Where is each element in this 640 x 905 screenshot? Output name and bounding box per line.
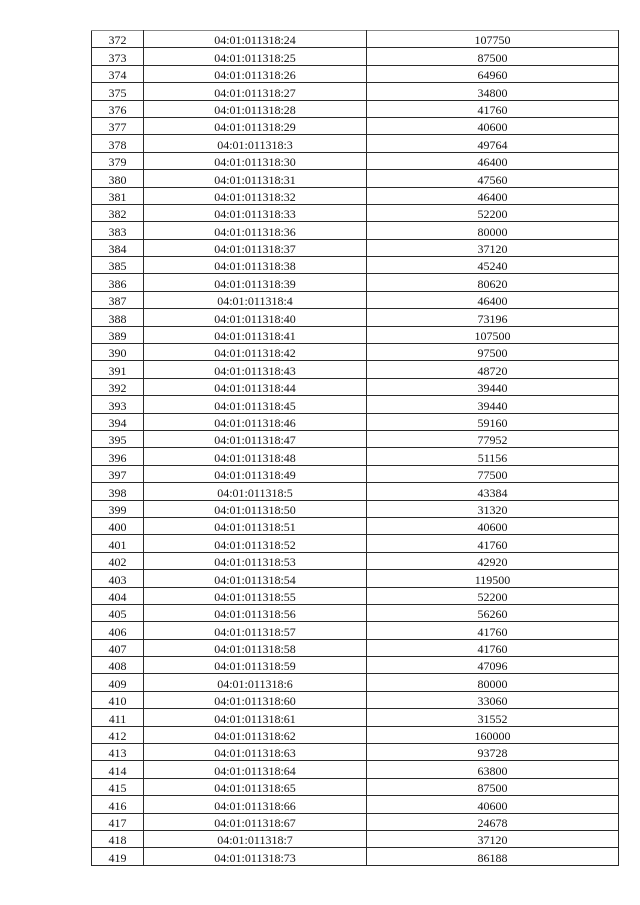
value-cell: 87500: [367, 48, 619, 65]
row-number-cell: 408: [92, 657, 144, 674]
row-number-cell: 411: [92, 709, 144, 726]
cadastral-number-cell: 04:01:011318:55: [144, 587, 367, 604]
table-row: [92, 639, 619, 656]
row-number-cell: 390: [92, 344, 144, 361]
cadastral-number-cell: 04:01:011318:61: [144, 709, 367, 726]
cadastral-number-cell: 04:01:011318:38: [144, 257, 367, 274]
cadastral-number-cell: 04:01:011318:43: [144, 361, 367, 378]
value-cell: 41760: [367, 100, 619, 117]
table-row: [92, 483, 619, 500]
value-cell: 41760: [367, 639, 619, 656]
table-row: [92, 570, 619, 587]
row-number-cell: 389: [92, 326, 144, 343]
cadastral-number-cell: 04:01:011318:25: [144, 48, 367, 65]
value-cell: 31552: [367, 709, 619, 726]
value-cell: 73196: [367, 309, 619, 326]
row-number-cell: 380: [92, 170, 144, 187]
row-number-cell: 412: [92, 726, 144, 743]
cadastral-number-cell: 04:01:011318:63: [144, 744, 367, 761]
row-number-cell: 381: [92, 187, 144, 204]
table-row: [92, 848, 619, 865]
cadastral-number-cell: 04:01:011318:37: [144, 239, 367, 256]
row-number-cell: 400: [92, 517, 144, 534]
cadastral-number-cell: 04:01:011318:59: [144, 657, 367, 674]
row-number-cell: 415: [92, 778, 144, 795]
cadastral-number-cell: 04:01:011318:40: [144, 309, 367, 326]
table-row: [92, 587, 619, 604]
table-row: [92, 378, 619, 395]
table-row: [92, 222, 619, 239]
value-cell: 33060: [367, 691, 619, 708]
table-row: [92, 744, 619, 761]
cadastral-number-cell: 04:01:011318:44: [144, 378, 367, 395]
cadastral-number-cell: 04:01:011318:7: [144, 830, 367, 847]
cadastral-number-cell: 04:01:011318:33: [144, 204, 367, 221]
table-row: [92, 830, 619, 847]
table-row: [92, 691, 619, 708]
cadastral-number-cell: 04:01:011318:73: [144, 848, 367, 865]
cadastral-number-cell: 04:01:011318:32: [144, 187, 367, 204]
table-row: [92, 274, 619, 291]
value-cell: 40600: [367, 117, 619, 134]
value-cell: 49764: [367, 135, 619, 152]
value-cell: 80000: [367, 222, 619, 239]
data-table: [91, 30, 619, 866]
table-row: [92, 100, 619, 117]
row-number-cell: 419: [92, 848, 144, 865]
cadastral-number-cell: 04:01:011318:47: [144, 430, 367, 447]
value-cell: 107500: [367, 326, 619, 343]
table-row: [92, 622, 619, 639]
table-row: [92, 326, 619, 343]
value-cell: 87500: [367, 778, 619, 795]
table-row: [92, 291, 619, 308]
row-number-cell: 402: [92, 552, 144, 569]
cadastral-number-cell: 04:01:011318:6: [144, 674, 367, 691]
cadastral-number-cell: 04:01:011318:65: [144, 778, 367, 795]
row-number-cell: 384: [92, 239, 144, 256]
value-cell: 63800: [367, 761, 619, 778]
row-number-cell: 373: [92, 48, 144, 65]
value-cell: 47560: [367, 170, 619, 187]
cadastral-number-cell: 04:01:011318:26: [144, 65, 367, 82]
cadastral-number-cell: 04:01:011318:48: [144, 448, 367, 465]
value-cell: 37120: [367, 239, 619, 256]
value-cell: 51156: [367, 448, 619, 465]
row-number-cell: 399: [92, 500, 144, 517]
cadastral-number-cell: 04:01:011318:54: [144, 570, 367, 587]
row-number-cell: 414: [92, 761, 144, 778]
row-number-cell: 405: [92, 604, 144, 621]
row-number-cell: 387: [92, 291, 144, 308]
value-cell: 80620: [367, 274, 619, 291]
table-row: [92, 204, 619, 221]
table-row: [92, 135, 619, 152]
row-number-cell: 417: [92, 813, 144, 830]
row-number-cell: 392: [92, 378, 144, 395]
cadastral-number-cell: 04:01:011318:50: [144, 500, 367, 517]
cadastral-number-cell: 04:01:011318:49: [144, 465, 367, 482]
value-cell: 34800: [367, 83, 619, 100]
cadastral-number-cell: 04:01:011318:60: [144, 691, 367, 708]
row-number-cell: 394: [92, 413, 144, 430]
value-cell: 24678: [367, 813, 619, 830]
value-cell: 64960: [367, 65, 619, 82]
row-number-cell: 375: [92, 83, 144, 100]
cadastral-number-cell: 04:01:011318:4: [144, 291, 367, 308]
cadastral-number-cell: 04:01:011318:24: [144, 31, 367, 48]
row-number-cell: 374: [92, 65, 144, 82]
value-cell: 40600: [367, 796, 619, 813]
value-cell: 46400: [367, 152, 619, 169]
row-number-cell: 382: [92, 204, 144, 221]
table-row: [92, 761, 619, 778]
value-cell: 47096: [367, 657, 619, 674]
table-row: [92, 657, 619, 674]
table-row: [92, 604, 619, 621]
cadastral-number-cell: 04:01:011318:41: [144, 326, 367, 343]
cadastral-number-cell: 04:01:011318:57: [144, 622, 367, 639]
row-number-cell: 418: [92, 830, 144, 847]
value-cell: 80000: [367, 674, 619, 691]
row-number-cell: 404: [92, 587, 144, 604]
table-row: [92, 465, 619, 482]
table-row: [92, 726, 619, 743]
value-cell: 77500: [367, 465, 619, 482]
value-cell: 52200: [367, 204, 619, 221]
table-row: [92, 239, 619, 256]
cadastral-number-cell: 04:01:011318:39: [144, 274, 367, 291]
row-number-cell: 378: [92, 135, 144, 152]
cadastral-number-cell: 04:01:011318:45: [144, 396, 367, 413]
cadastral-number-cell: 04:01:011318:3: [144, 135, 367, 152]
row-number-cell: 395: [92, 430, 144, 447]
row-number-cell: 372: [92, 31, 144, 48]
value-cell: 41760: [367, 622, 619, 639]
value-cell: 52200: [367, 587, 619, 604]
table-row: [92, 48, 619, 65]
cadastral-number-cell: 04:01:011318:67: [144, 813, 367, 830]
value-cell: 160000: [367, 726, 619, 743]
value-cell: 40600: [367, 517, 619, 534]
table-row: [92, 257, 619, 274]
value-cell: 43384: [367, 483, 619, 500]
cadastral-number-cell: 04:01:011318:5: [144, 483, 367, 500]
row-number-cell: 383: [92, 222, 144, 239]
table-row: [92, 709, 619, 726]
table-row: [92, 778, 619, 795]
value-cell: 86188: [367, 848, 619, 865]
value-cell: 59160: [367, 413, 619, 430]
row-number-cell: 377: [92, 117, 144, 134]
cadastral-number-cell: 04:01:011318:29: [144, 117, 367, 134]
cadastral-number-cell: 04:01:011318:30: [144, 152, 367, 169]
row-number-cell: 385: [92, 257, 144, 274]
table-row: [92, 31, 619, 48]
table-row: [92, 430, 619, 447]
cadastral-number-cell: 04:01:011318:66: [144, 796, 367, 813]
row-number-cell: 388: [92, 309, 144, 326]
table-row: [92, 83, 619, 100]
value-cell: 46400: [367, 291, 619, 308]
value-cell: 107750: [367, 31, 619, 48]
table-row: [92, 813, 619, 830]
row-number-cell: 416: [92, 796, 144, 813]
row-number-cell: 391: [92, 361, 144, 378]
cadastral-number-cell: 04:01:011318:52: [144, 535, 367, 552]
table-row: [92, 674, 619, 691]
table-row: [92, 187, 619, 204]
cadastral-number-cell: 04:01:011318:58: [144, 639, 367, 656]
value-cell: 46400: [367, 187, 619, 204]
cadastral-number-cell: 04:01:011318:31: [144, 170, 367, 187]
value-cell: 93728: [367, 744, 619, 761]
row-number-cell: 396: [92, 448, 144, 465]
cadastral-number-cell: 04:01:011318:51: [144, 517, 367, 534]
value-cell: 37120: [367, 830, 619, 847]
row-number-cell: 403: [92, 570, 144, 587]
value-cell: 48720: [367, 361, 619, 378]
cadastral-number-cell: 04:01:011318:64: [144, 761, 367, 778]
row-number-cell: 413: [92, 744, 144, 761]
table-row: [92, 552, 619, 569]
cadastral-number-cell: 04:01:011318:56: [144, 604, 367, 621]
value-cell: 97500: [367, 344, 619, 361]
value-cell: 39440: [367, 396, 619, 413]
value-cell: 42920: [367, 552, 619, 569]
row-number-cell: 386: [92, 274, 144, 291]
value-cell: 45240: [367, 257, 619, 274]
table-row: [92, 796, 619, 813]
cadastral-number-cell: 04:01:011318:46: [144, 413, 367, 430]
value-cell: 119500: [367, 570, 619, 587]
value-cell: 39440: [367, 378, 619, 395]
table-row: [92, 413, 619, 430]
table-row: [92, 517, 619, 534]
value-cell: 41760: [367, 535, 619, 552]
table-row: [92, 535, 619, 552]
row-number-cell: 379: [92, 152, 144, 169]
cadastral-number-cell: 04:01:011318:62: [144, 726, 367, 743]
value-cell: 77952: [367, 430, 619, 447]
table-row: [92, 344, 619, 361]
row-number-cell: 409: [92, 674, 144, 691]
value-cell: 31320: [367, 500, 619, 517]
table-body: [92, 31, 619, 866]
table-row: [92, 170, 619, 187]
row-number-cell: 410: [92, 691, 144, 708]
row-number-cell: 393: [92, 396, 144, 413]
row-number-cell: 406: [92, 622, 144, 639]
cadastral-number-cell: 04:01:011318:53: [144, 552, 367, 569]
table-row: [92, 500, 619, 517]
table-row: [92, 65, 619, 82]
cadastral-number-cell: 04:01:011318:36: [144, 222, 367, 239]
cadastral-number-cell: 04:01:011318:42: [144, 344, 367, 361]
row-number-cell: 376: [92, 100, 144, 117]
table-row: [92, 448, 619, 465]
cadastral-number-cell: 04:01:011318:27: [144, 83, 367, 100]
cadastral-number-cell: 04:01:011318:28: [144, 100, 367, 117]
row-number-cell: 407: [92, 639, 144, 656]
table-row: [92, 117, 619, 134]
table-row: [92, 396, 619, 413]
value-cell: 56260: [367, 604, 619, 621]
table-row: [92, 309, 619, 326]
table-row: [92, 361, 619, 378]
row-number-cell: 397: [92, 465, 144, 482]
row-number-cell: 401: [92, 535, 144, 552]
table-row: [92, 152, 619, 169]
row-number-cell: 398: [92, 483, 144, 500]
